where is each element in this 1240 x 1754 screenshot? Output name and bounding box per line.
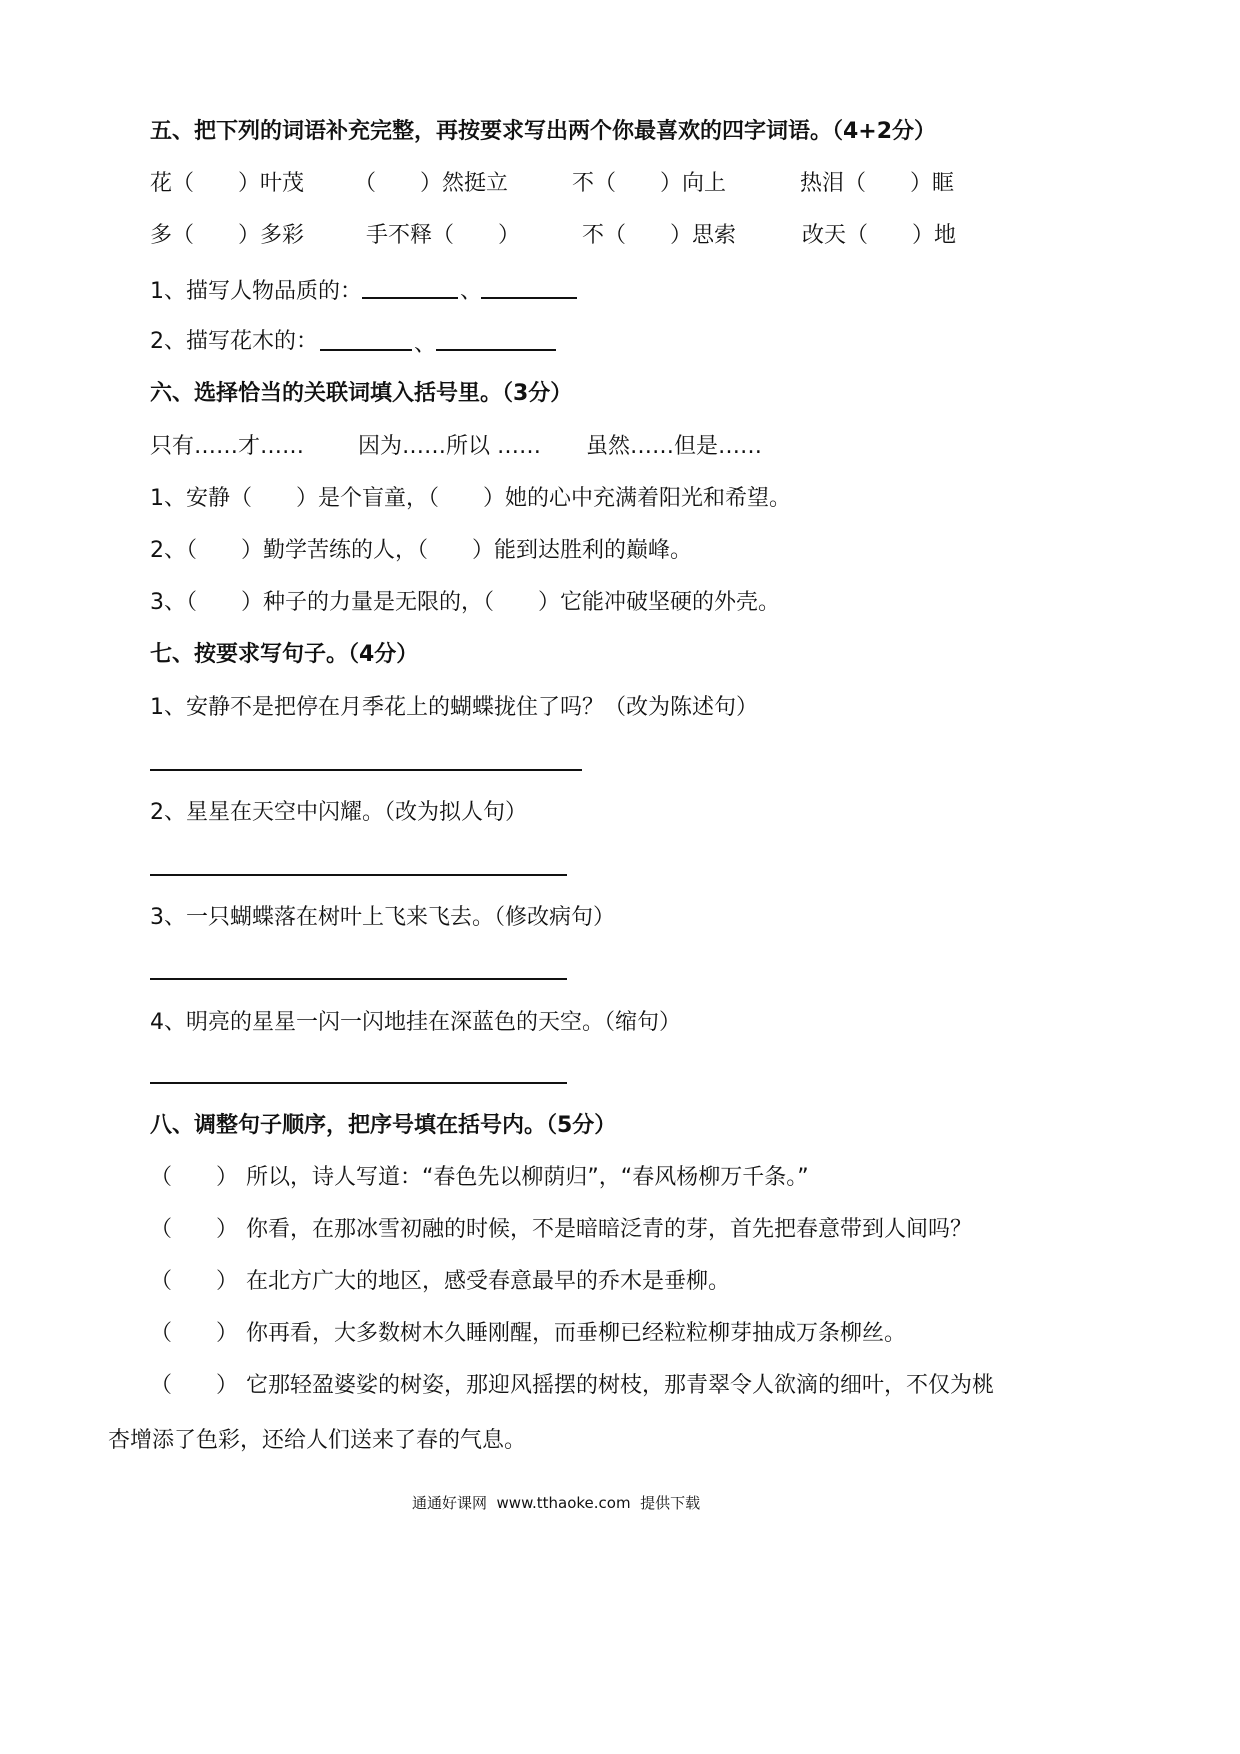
idiom-item: 手不释（ ）: [366, 223, 521, 248]
sentence-text: 所以，诗人写道：“春色先以柳荫归”，“春风杨柳万千条。”: [246, 1165, 809, 1190]
answer-line[interactable]: [150, 1082, 567, 1084]
idiom-item: 改天（ ）地: [802, 223, 957, 248]
order-bracket[interactable]: （ ）: [150, 1373, 239, 1398]
separator: 、: [460, 279, 483, 304]
section6-heading: 六、选择恰当的关联词填入括号里。（3分）: [150, 381, 573, 406]
section8-heading: 八、调整句子顺序，把序号填在括号内。（5分）: [150, 1113, 617, 1138]
idiom-item: （ ）然挺立: [354, 171, 509, 196]
conjunction-option: 虽然……但是……: [586, 434, 763, 459]
question-text: 4、明亮的星星一闪一闪地挂在深蓝色的天空。（缩句）: [150, 1010, 681, 1035]
idiom-item: 多（ ）多彩: [150, 223, 305, 248]
question-text: 2、星星在天空中闪耀。（改为拟人句）: [150, 800, 527, 825]
sentence-text: 你看，在那冰雪初融的时候，不是暗暗泛青的芽，首先把春意带到人间吗？: [246, 1217, 973, 1242]
question-text: 2、（ ）勤学苦练的人，（ ）能到达胜利的巅峰。: [150, 538, 692, 563]
sentence-text: 在北方广大的地区，感受春意最早的乔木是垂柳。: [246, 1269, 731, 1294]
order-bracket[interactable]: （ ）: [150, 1321, 239, 1346]
order-bracket[interactable]: （ ）: [150, 1269, 239, 1294]
order-bracket[interactable]: （ ）: [150, 1217, 239, 1242]
order-bracket[interactable]: （ ）: [150, 1165, 239, 1190]
section5-heading: 五、把下列的词语补充完整，再按要求写出两个你最喜欢的四字词语。（4+2分）: [150, 119, 937, 144]
idiom-item: 花（ ）叶茂: [150, 171, 305, 196]
section7-heading: 七、按要求写句子。（4分）: [150, 642, 419, 667]
answer-line[interactable]: [150, 978, 567, 980]
sentence-text: 你再看，大多数树木久睡刚醒，而垂柳已经粒粒柳芽抽成万条柳丝。: [246, 1321, 907, 1346]
question-text: 2、描写花木的：: [150, 329, 318, 354]
idiom-item: 不（ ）思索: [582, 223, 737, 248]
answer-line[interactable]: [362, 297, 458, 299]
idiom-item: 不（ ）向上: [572, 171, 727, 196]
question-text: 1、描写人物品质的：: [150, 279, 362, 304]
answer-line[interactable]: [436, 349, 556, 351]
conjunction-option: 因为……所以 ……: [358, 434, 541, 459]
sentence-text: 它那轻盈婆娑的树姿，那迎风摇摆的树枝，那青翠令人欲滴的细叶，不仅为桃: [246, 1373, 995, 1398]
conjunction-option: 只有……才……: [150, 434, 305, 459]
idiom-item: 热泪（ ）眶: [800, 171, 955, 196]
sentence-continuation: 杏增添了色彩，还给人们送来了春的气息。: [108, 1428, 527, 1453]
question-text: 3、（ ）种子的力量是无限的，（ ）它能冲破坚硬的外壳。: [150, 590, 780, 615]
answer-line[interactable]: [150, 769, 582, 771]
question-text: 3、一只蝴蝶落在树叶上飞来飞去。（修改病句）: [150, 905, 615, 930]
answer-line[interactable]: [320, 349, 412, 351]
separator: 、: [414, 332, 437, 357]
answer-line[interactable]: [481, 297, 577, 299]
question-text: 1、安静不是把停在月季花上的蝴蝶拢住了吗？（改为陈述句）: [150, 695, 758, 720]
footer-credit: 通通好课网 www.tthaoke.com 提供下载: [412, 1494, 701, 1512]
question-text: 1、安静（ ）是个盲童，（ ）她的心中充满着阳光和希望。: [150, 486, 791, 511]
answer-line[interactable]: [150, 874, 567, 876]
